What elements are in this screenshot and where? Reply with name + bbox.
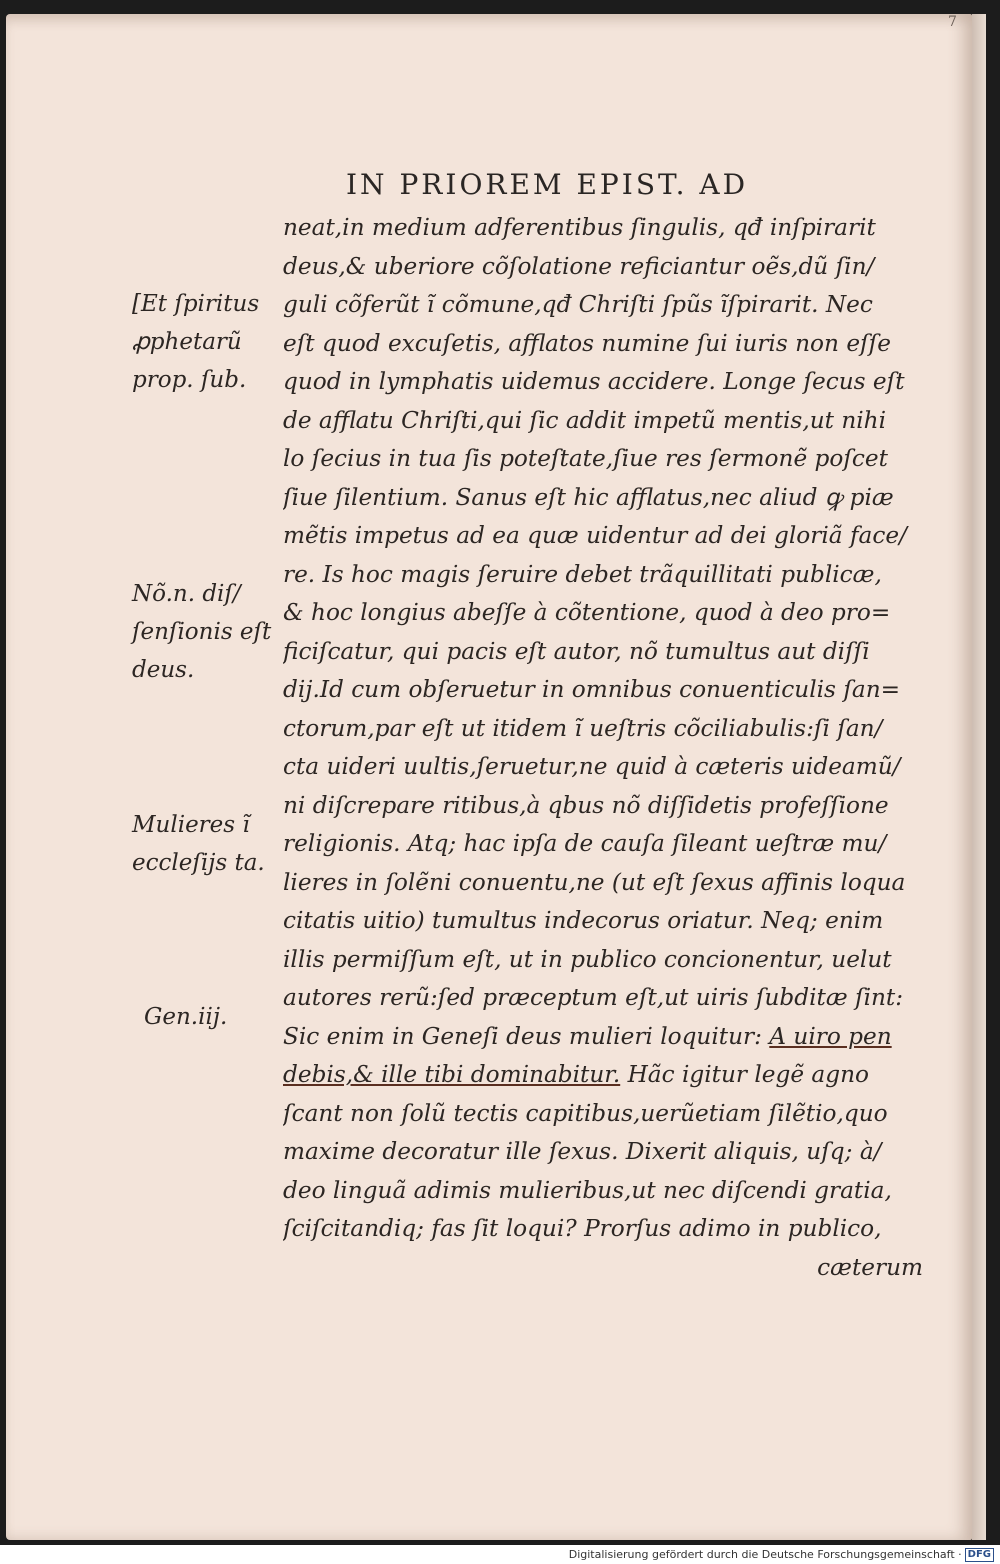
text-line: ſcant non ſolũ tectis capitibus,uerũetiam ſilẽtio,quo: [283, 1099, 888, 1127]
underlined-passage: debis,& ille tibi dominabitur.: [283, 1061, 621, 1088]
margin-note-line: Mulieres ĩ: [132, 812, 250, 838]
text-line: dij.Id cum obſeruetur in omnibus conuenticulis ſan=: [283, 676, 901, 703]
margin-note-genesis: [144, 998, 292, 1036]
digitization-footer: [0, 1545, 1000, 1564]
page-edge: [972, 14, 986, 1540]
text-line: quod in lymphatis uidemus accidere. Longe ſecus eſt: [283, 368, 905, 395]
text-line: Sic enim in Geneſi deus mulieri loquitur: A uiro pen: [283, 1022, 892, 1050]
footer-credit: Digitalisierung gefördert durch die Deutsche Forschungsgemeinschaft ·: [568, 1548, 962, 1561]
text-line: ficiſcatur, qui pacis eſt autor, nõ tumultus aut diſſi: [283, 637, 870, 665]
text-line: guli cõferũt ĩ cõmune,qđ Chriſti ſpũs ĩſpirarit. Nec: [283, 291, 873, 318]
text-line: illis permiſſum eſt, ut in publico concionentur, uelut: [283, 945, 892, 973]
dfg-logo: DFG: [965, 1548, 994, 1562]
text-line: maxime decoratur ille ſexus. Dixerit aliquis, uſq; à/: [283, 1138, 882, 1165]
margin-note-line: ſenſionis eſt: [132, 619, 272, 645]
text-line: de afflatu Chriſti,qui ſic addit impetũ mentis,ut nihi: [283, 406, 887, 434]
text-line: religionis. Atq; hac ipſa de cauſa ſileant ueſtræ mu/: [283, 830, 887, 857]
margin-note-line: [Et ſpiritus: [132, 291, 260, 317]
text-line: neat,in medium adferentibus ſingulis, qđ inſpirarit: [283, 214, 876, 241]
margin-note-mulieres: [132, 806, 280, 882]
folio-mark: 7: [948, 14, 957, 30]
text-line: mẽtis impetus ad ea quæ uidentur ad dei gloriã face/: [283, 522, 907, 549]
running-head: IN PRIOREM EPIST. AD: [346, 168, 749, 201]
text-line: ctorum,par eſt ut itidem ĩ ueſtris cõciliabulis:ſi ſan/: [283, 714, 883, 742]
underlined-passage: A uiro pen: [769, 1022, 892, 1050]
text-line: & hoc longius abeſſe à cõtentione, quod à deo pro=: [283, 599, 891, 626]
text-line: citatis uitio) tumultus indecorus oriatur. Neq; enim: [283, 907, 884, 934]
margin-note-line: eccleſijs ta.: [132, 850, 265, 876]
text-line: ſiue ſilentium. Sanus eſt hic afflatus,nec aliud ꝙ piæ: [283, 483, 894, 511]
text-line: lieres in ſolẽni conuentu,ne (ut eſt ſexus affinis loqua: [283, 868, 906, 896]
text-line: re. Is hoc magis ſeruire debet trãquillitati publicæ,: [283, 560, 882, 588]
margin-note-line: ꝓphetarũ: [132, 329, 242, 355]
main-text-block: [283, 209, 923, 1287]
catchword: cæterum: [817, 1253, 923, 1281]
text-line: debis,& ille tibi dominabitur. Hãc igitur legẽ agno: [283, 1061, 869, 1088]
text-line: ni diſcrepare ritibus,à qbus nõ diſſidetis profeſſione: [283, 791, 889, 819]
text-line: autores rerũ:ſed præceptum eſt,ut uiris ſubditæ ſint:: [283, 984, 904, 1011]
margin-note-line: Gen.iij.: [144, 1004, 228, 1030]
margin-note-line: deus.: [132, 657, 195, 683]
margin-note-line: Nõ.n. diſ/: [132, 581, 241, 607]
text-line: eſt quod excuſetis, afflatos numine ſui iuris non eſſe: [283, 329, 891, 357]
text-line: deo linguã adimis mulieribus,ut nec diſcendi gratia,: [283, 1176, 892, 1204]
text-line: deus,& uberiore cõſolatione reficiantur oẽs,dũ ſin/: [283, 252, 875, 280]
margin-note-spiritus: [132, 285, 280, 399]
text-line: cta uideri uultis,ſeruetur,ne quid à cæteris uideamũ/: [283, 753, 901, 780]
margin-note-line: prop. ſub.: [132, 367, 247, 393]
text-line: ſciſcitandiq; fas ſit loqui? Prorſus adimo in publico,: [283, 1215, 882, 1242]
text-line: lo ſecius in tua ſis poteſtate,ſiue res ſermonẽ poſcet: [283, 445, 888, 472]
margin-note-dissensionis: [132, 575, 280, 689]
